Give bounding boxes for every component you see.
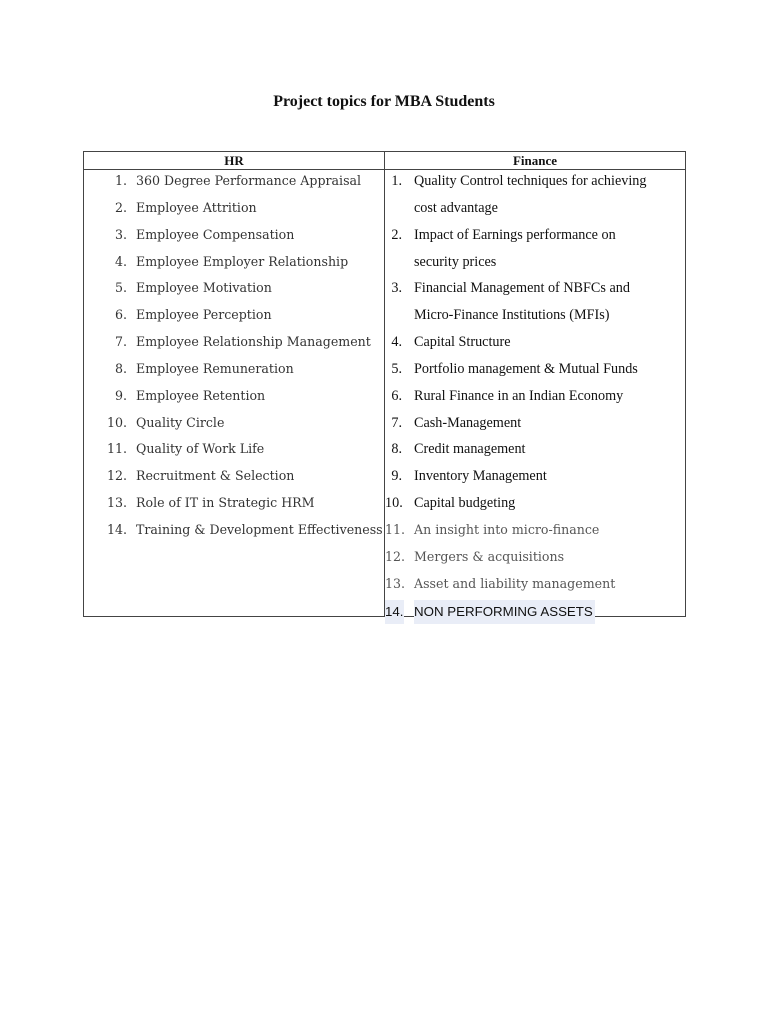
item-number: 4. (391, 334, 402, 351)
item-text: Employee Attrition (136, 199, 257, 215)
item-text: 360 Degree Performance Appraisal (136, 173, 362, 188)
item-number: 11. (106, 441, 127, 457)
item-number: 5. (391, 360, 402, 377)
item-text: cost advantage (414, 199, 498, 216)
finance-topic-item (385, 519, 685, 546)
item-number: 6. (114, 307, 127, 323)
finance-topic-item-continuation (385, 197, 685, 224)
hr-column-header: HR (224, 153, 244, 168)
item-number: 12. (385, 548, 406, 564)
item-text: Recruitment & Selection (136, 468, 295, 484)
item-number: 2. (114, 199, 127, 215)
item-text: Training & Development Effectiveness (136, 521, 383, 537)
item-number: 7. (391, 414, 402, 431)
item-text: Employee Compensation (136, 226, 295, 242)
hr-topic-item (84, 412, 384, 439)
hr-topic-item (84, 331, 384, 358)
item-text: security prices (414, 253, 497, 270)
item-text: NON PERFORMING ASSETS (414, 600, 595, 624)
finance-topic-item (385, 385, 685, 412)
item-number: 3. (114, 226, 127, 242)
item-text: Credit management (414, 441, 526, 458)
item-text: Quality Circle (136, 414, 225, 430)
item-number: 13. (385, 575, 406, 591)
finance-topic-item (385, 546, 685, 573)
finance-topic-item (385, 277, 685, 304)
item-text: An insight into micro-finance (414, 521, 600, 537)
item-text: Cash-Management (414, 414, 522, 431)
hr-topic-item (84, 277, 384, 304)
hr-topic-item (84, 438, 384, 465)
item-number: 10. (106, 414, 127, 430)
hr-topic-item (84, 385, 384, 412)
item-number: 14. (385, 600, 404, 624)
item-number: 8. (391, 441, 402, 458)
finance-topic-item (385, 331, 685, 358)
item-text: Employee Retention (136, 387, 266, 403)
item-text: Mergers & acquisitions (414, 548, 565, 564)
item-number: 3. (391, 280, 402, 297)
item-number: 14. (106, 521, 127, 537)
item-number: 6. (391, 387, 402, 404)
item-text: Employee Perception (136, 307, 272, 323)
finance-topic-item (385, 224, 685, 251)
page-title: Project topics for MBA Students (273, 93, 495, 110)
item-number: 1. (391, 173, 402, 189)
item-text: Employee Remuneration (136, 360, 294, 376)
item-number: 4. (114, 253, 127, 269)
finance-topic-item (385, 465, 685, 492)
item-text: Employee Motivation (136, 280, 272, 296)
item-number: 10. (385, 495, 403, 512)
finance-topic-item (385, 358, 685, 385)
hr-topic-item (84, 358, 384, 385)
item-number: 8. (114, 360, 127, 376)
item-number: 11. (385, 521, 406, 537)
item-number: 7. (114, 334, 127, 350)
finance-topic-item-continuation (385, 251, 685, 278)
hr-topic-item (84, 224, 384, 251)
finance-column-header: Finance (512, 153, 558, 168)
item-text: Quality Control techniques for achieving (414, 173, 647, 189)
item-number: 12. (106, 468, 127, 484)
item-text: Capital Structure (414, 334, 511, 351)
item-number: 5. (114, 280, 127, 296)
item-text: Portfolio management & Mutual Funds (414, 360, 638, 377)
item-text: Employee Employer Relationship (136, 253, 349, 269)
finance-topic-item-continuation (385, 304, 685, 331)
hr-topic-item (84, 170, 384, 197)
item-text: Inventory Management (414, 468, 547, 485)
finance-topic-item (385, 573, 685, 600)
hr-topic-list (84, 170, 384, 546)
finance-topic-item (385, 492, 685, 519)
hr-topic-item (84, 492, 384, 519)
topics-table (83, 151, 686, 617)
finance-topic-item (385, 600, 685, 627)
item-text: Role of IT in Strategic HRM (136, 495, 315, 511)
item-number: 13. (106, 495, 127, 511)
item-text: Impact of Earnings performance on (414, 226, 616, 243)
item-number: 9. (391, 468, 402, 485)
table-header-row (84, 152, 685, 170)
finance-topic-list (385, 170, 685, 626)
item-text: Micro-Finance Institutions (MFIs) (414, 307, 610, 324)
hr-topic-item (84, 251, 384, 278)
item-text: Financial Management of NBFCs and (414, 280, 630, 297)
finance-topic-item (385, 438, 685, 465)
finance-topic-item (385, 412, 685, 439)
hr-topic-item (84, 465, 384, 492)
item-text: Rural Finance in an Indian Economy (414, 387, 624, 404)
item-number: 9. (114, 387, 127, 403)
hr-topic-item (84, 197, 384, 224)
item-number: 1. (114, 173, 127, 188)
item-number: 2. (391, 226, 402, 243)
item-text: Quality of Work Life (136, 441, 265, 457)
item-text: Asset and liability management (414, 575, 616, 591)
hr-topic-item (84, 304, 384, 331)
item-text: Capital budgeting (414, 495, 516, 512)
hr-topic-item (84, 519, 384, 546)
item-text: Employee Relationship Management (136, 334, 371, 350)
finance-topic-item (385, 170, 685, 197)
